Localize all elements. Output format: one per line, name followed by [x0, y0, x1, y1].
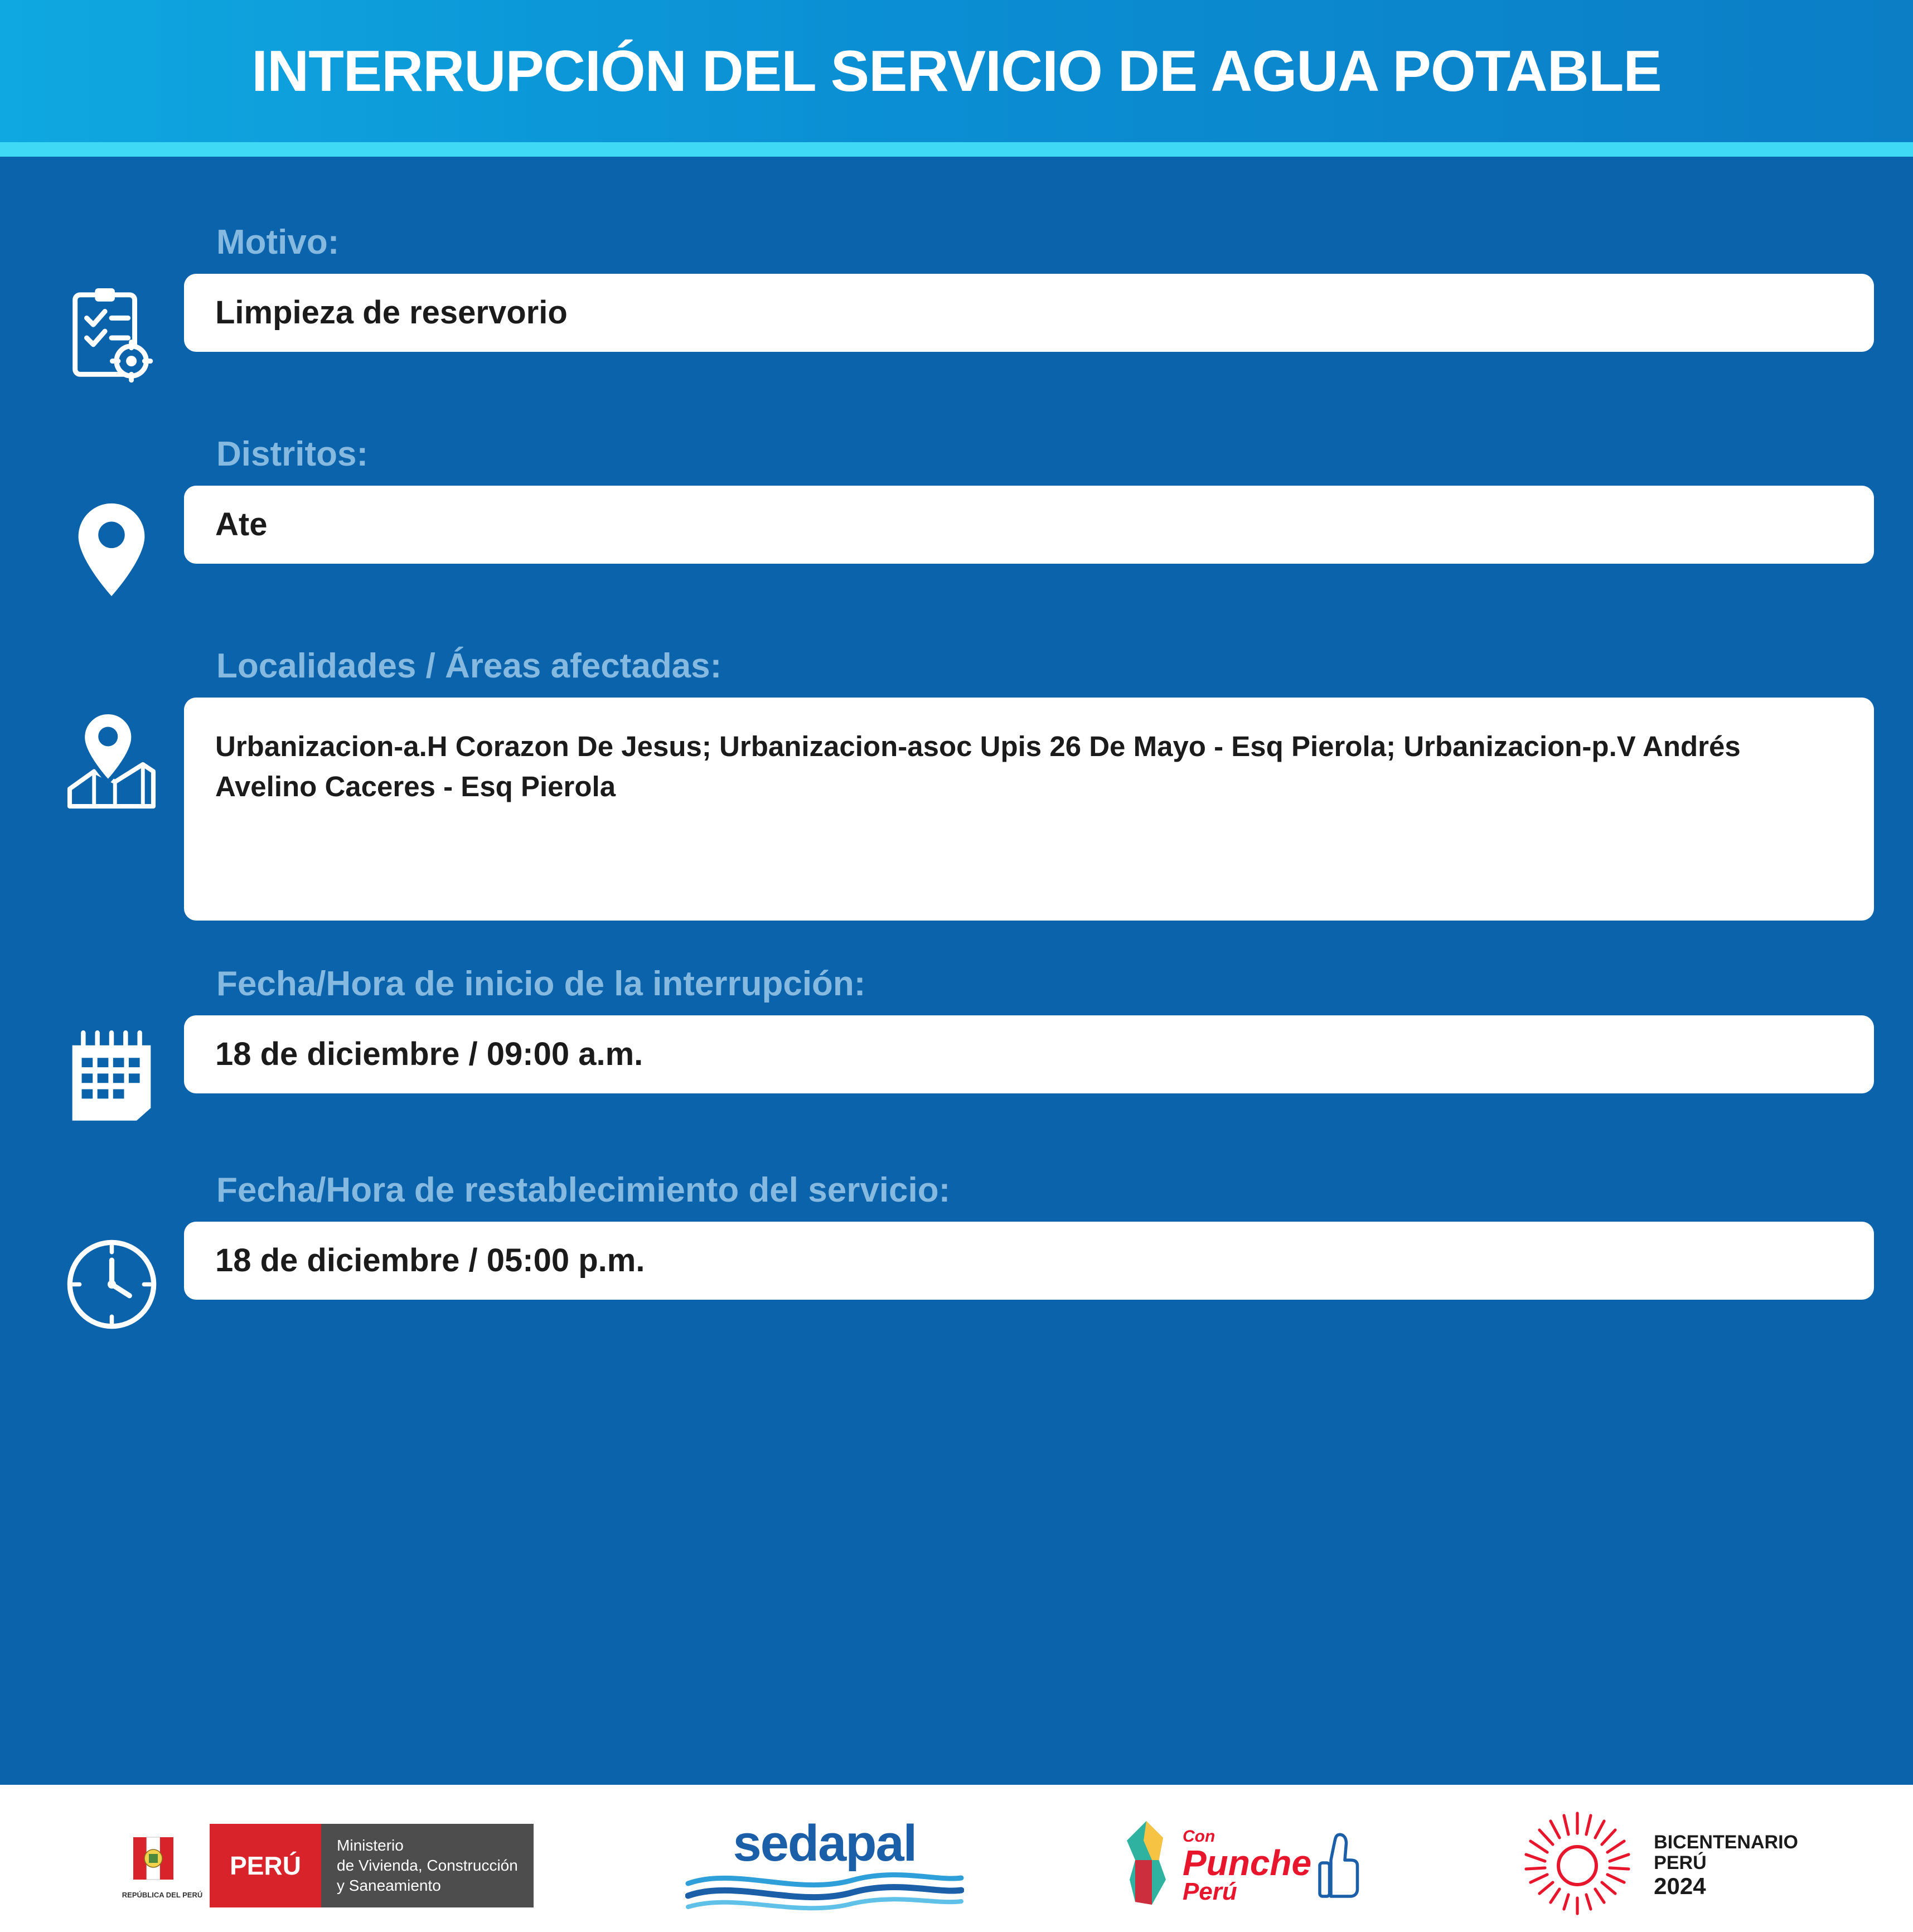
punche-main-text: Punche [1182, 1842, 1312, 1883]
field-box-fecha-restablecimiento [184, 1222, 1874, 1300]
field-row-distritos [0, 435, 1913, 603]
map-pin-icon [39, 647, 184, 820]
ministry-line-3: y Saneamiento [337, 1876, 441, 1894]
logo-ministerio-vivienda [115, 1824, 534, 1907]
field-label-distritos: Distritos: [216, 435, 369, 473]
thumbs-up-icon [1317, 1829, 1362, 1902]
peru-coat-label: REPÚBLICA DEL PERÚ [122, 1890, 203, 1899]
ministry-line-2: de Vivienda, Construcción [337, 1857, 518, 1875]
field-row-fecha-restablecimiento [0, 1171, 1913, 1336]
field-fecha-inicio [184, 965, 1874, 1093]
peru-wordmark: PERÚ [210, 1824, 321, 1907]
field-localidades [184, 647, 1874, 921]
bicentenario-text [1654, 1832, 1798, 1900]
ministry-name [321, 1824, 534, 1907]
field-distritos [184, 435, 1874, 564]
field-value-distritos: Ate [215, 506, 268, 543]
field-row-motivo [0, 224, 1913, 391]
field-label-fecha-restablecimiento: Fecha/Hora de restablecimiento del servicio: [216, 1171, 951, 1210]
bicentenario-burst-icon [1513, 1804, 1641, 1927]
bicentenario-line-3: 2024 [1654, 1873, 1706, 1900]
field-box-motivo [184, 274, 1874, 352]
field-label-fecha-inicio: Fecha/Hora de inicio de la interrupción: [216, 965, 866, 1004]
field-box-fecha-inicio [184, 1015, 1874, 1093]
punche-con-text: Con [1182, 1827, 1215, 1846]
logo-sedapal [685, 1815, 964, 1914]
bicentenario-line-1: BICENTENARIO [1654, 1831, 1798, 1853]
field-fecha-restablecimiento [184, 1171, 1874, 1300]
logo-con-punche-peru [1116, 1818, 1362, 1913]
bicentenario-line-2: PERÚ [1654, 1852, 1707, 1873]
ministry-line-1: Ministerio [337, 1837, 404, 1854]
field-motivo [184, 224, 1874, 352]
sedapal-waves-icon [685, 1869, 964, 1914]
punche-sub-text: Perú [1182, 1878, 1237, 1906]
sedapal-wordmark: sedapal [733, 1815, 917, 1872]
page-title: INTERRUPCIÓN DEL SERVICIO DE AGUA POTABLE [251, 38, 1662, 104]
footer-logos [0, 1785, 1913, 1932]
field-value-fecha-restablecimiento: 18 de diciembre / 05:00 p.m. [215, 1242, 645, 1279]
field-label-motivo: Motivo: [216, 223, 340, 262]
field-box-distritos [184, 486, 1874, 564]
field-box-localidades [184, 698, 1874, 921]
clipboard-gear-icon [39, 224, 184, 391]
field-value-fecha-inicio: 18 de diciembre / 09:00 a.m. [215, 1036, 643, 1073]
location-pin-icon [39, 435, 184, 603]
logo-bicentenario [1513, 1804, 1798, 1927]
clock-icon [39, 1171, 184, 1336]
page-header [0, 0, 1913, 142]
peru-map-icon [1116, 1818, 1177, 1913]
calendar-icon [39, 965, 184, 1127]
field-label-localidades: Localidades / Áreas afectadas: [216, 647, 722, 685]
notice-body [0, 157, 1913, 1785]
peru-coat-of-arms [115, 1824, 210, 1907]
field-value-motivo: Limpieza de reservorio [215, 294, 568, 331]
field-row-localidades [0, 647, 1913, 921]
field-value-localidades: Urbanizacion-a.H Corazon De Jesus; Urbanizacion-asoc Upis 26 De Mayo - Esq Pierola; Urbanizacion-p.V Andrés Avelino Caceres - Esq Pierola [215, 730, 1741, 802]
header-accent-bar [0, 142, 1913, 157]
field-row-fecha-inicio [0, 965, 1913, 1127]
